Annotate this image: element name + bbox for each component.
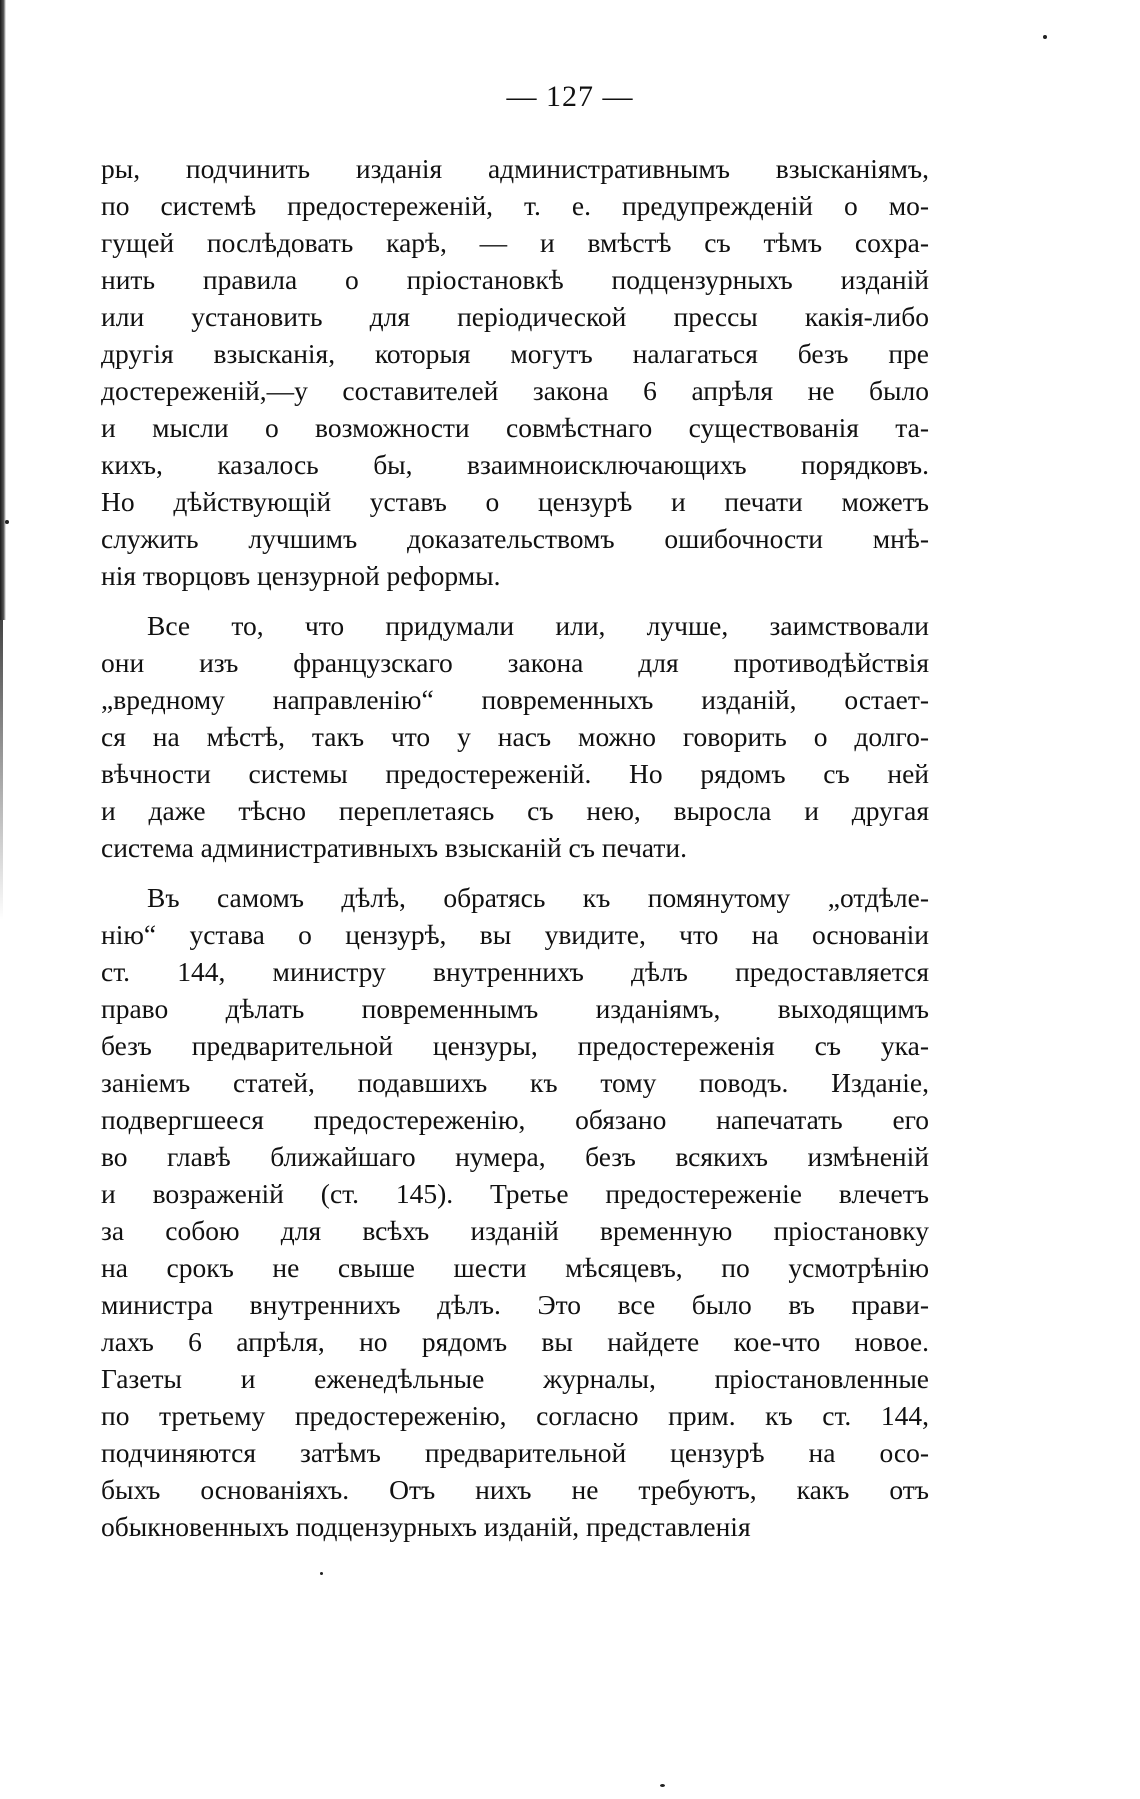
text-line: нію“ устава о цензурѣ, вы увидите, что на основаніи <box>101 919 929 950</box>
text-line: нія творцовъ цензурной реформы. <box>101 560 501 591</box>
text-line: ся на мѣстѣ, такъ что у насъ можно говорить о долго- <box>101 721 929 752</box>
paragraph <box>101 879 929 1545</box>
text-line: и мысли о возможности совмѣстнаго существованія та- <box>101 412 929 443</box>
text-line: ст. 144, министру внутреннихъ дѣлъ предоставляется <box>101 956 929 987</box>
text-line: за собою для всѣхъ изданій временную пріостановку <box>101 1215 929 1246</box>
paragraph-gap <box>101 866 929 879</box>
text-line: служить лучшимъ доказательствомъ ошибочности мнѣ- <box>101 523 929 554</box>
scan-speck <box>320 1572 323 1575</box>
text-line: достереженій,—у составителей закона 6 апрѣля не было <box>101 375 929 406</box>
text-line: подчиняются затѣмъ предварительной цензурѣ на осо- <box>101 1437 929 1468</box>
text-line: по системѣ предостереженій, т. е. предупрежденій о мо- <box>101 190 929 221</box>
text-line: они изъ французскаго закона для противодѣйствія <box>101 647 929 678</box>
scan-speck <box>660 1784 665 1787</box>
paragraph <box>101 150 929 594</box>
text-line: система административныхъ взысканій съ печати. <box>101 832 688 863</box>
text-line: Газеты и еженедѣльные журналы, пріостановленные <box>101 1363 929 1394</box>
text-line: на срокъ не свыше шести мѣсяцевъ, по усмотрѣнію <box>101 1252 929 1283</box>
text-line: безъ предварительной цензуры, предостереженія съ ука- <box>101 1030 929 1061</box>
text-line: „вредному направленію“ повременныхъ изданій, остает- <box>101 684 929 715</box>
text-line: Но дѣйствующій уставъ о цензурѣ и печати можетъ <box>101 486 929 517</box>
text-line: нить правила о пріостановкѣ подцензурныхъ изданій <box>101 264 929 295</box>
text-line: подвергшееся предостереженію, обязано напечатать его <box>101 1104 929 1135</box>
text-line: вѣчности системы предостереженій. Но рядомъ съ ней <box>101 758 929 789</box>
scan-speck <box>5 520 9 524</box>
text-line: ры, подчинить изданія административнымъ взысканіямъ, <box>101 153 929 184</box>
text-line: быхъ основаніяхъ. Отъ нихъ не требуютъ, какъ отъ <box>101 1474 929 1505</box>
text-line: кихъ, казалось бы, взаимноисключающихъ порядковъ. <box>101 449 929 480</box>
text-line: заніемъ статей, подавшихъ къ тому поводъ. Изданіе, <box>101 1067 929 1098</box>
text-line: лахъ 6 апрѣля, но рядомъ вы найдете кое-что новое. <box>101 1326 929 1357</box>
page-number: — 127 — <box>506 80 634 113</box>
paragraph-gap <box>101 594 929 607</box>
text-line: обыкновенныхъ подцензурныхъ изданій, представленія <box>101 1511 751 1542</box>
scan-edge-shadow-lower <box>0 620 3 920</box>
text-line: во главѣ ближайшаго нумера, безъ всякихъ измѣненій <box>101 1141 929 1172</box>
text-line: гущей послѣдовать карѣ, — и вмѣстѣ съ тѣмъ сохра- <box>101 227 929 258</box>
body-text <box>101 150 929 1545</box>
text-line: другія взысканія, которыя могутъ налагаться безъ пре <box>101 338 929 369</box>
paragraph <box>101 607 929 866</box>
text-line: Все то, что придумали или, лучше, заимствовали <box>147 610 929 641</box>
text-line: право дѣлать повременнымъ изданіямъ, выходящимъ <box>101 993 929 1024</box>
text-line: министра внутреннихъ дѣлъ. Это все было въ прави- <box>101 1289 929 1320</box>
text-line: или установить для періодической прессы какія-либо <box>101 301 929 332</box>
scan-speck <box>1043 35 1047 39</box>
text-line: Въ самомъ дѣлѣ, обратясь къ помянутому „отдѣле- <box>147 882 929 913</box>
text-line: и даже тѣсно переплетаясь съ нею, выросла и другая <box>101 795 929 826</box>
text-line: по третьему предостереженію, согласно прим. къ ст. 144, <box>101 1400 929 1431</box>
text-line: и возраженій (ст. 145). Третье предостереженіе влечетъ <box>101 1178 929 1209</box>
